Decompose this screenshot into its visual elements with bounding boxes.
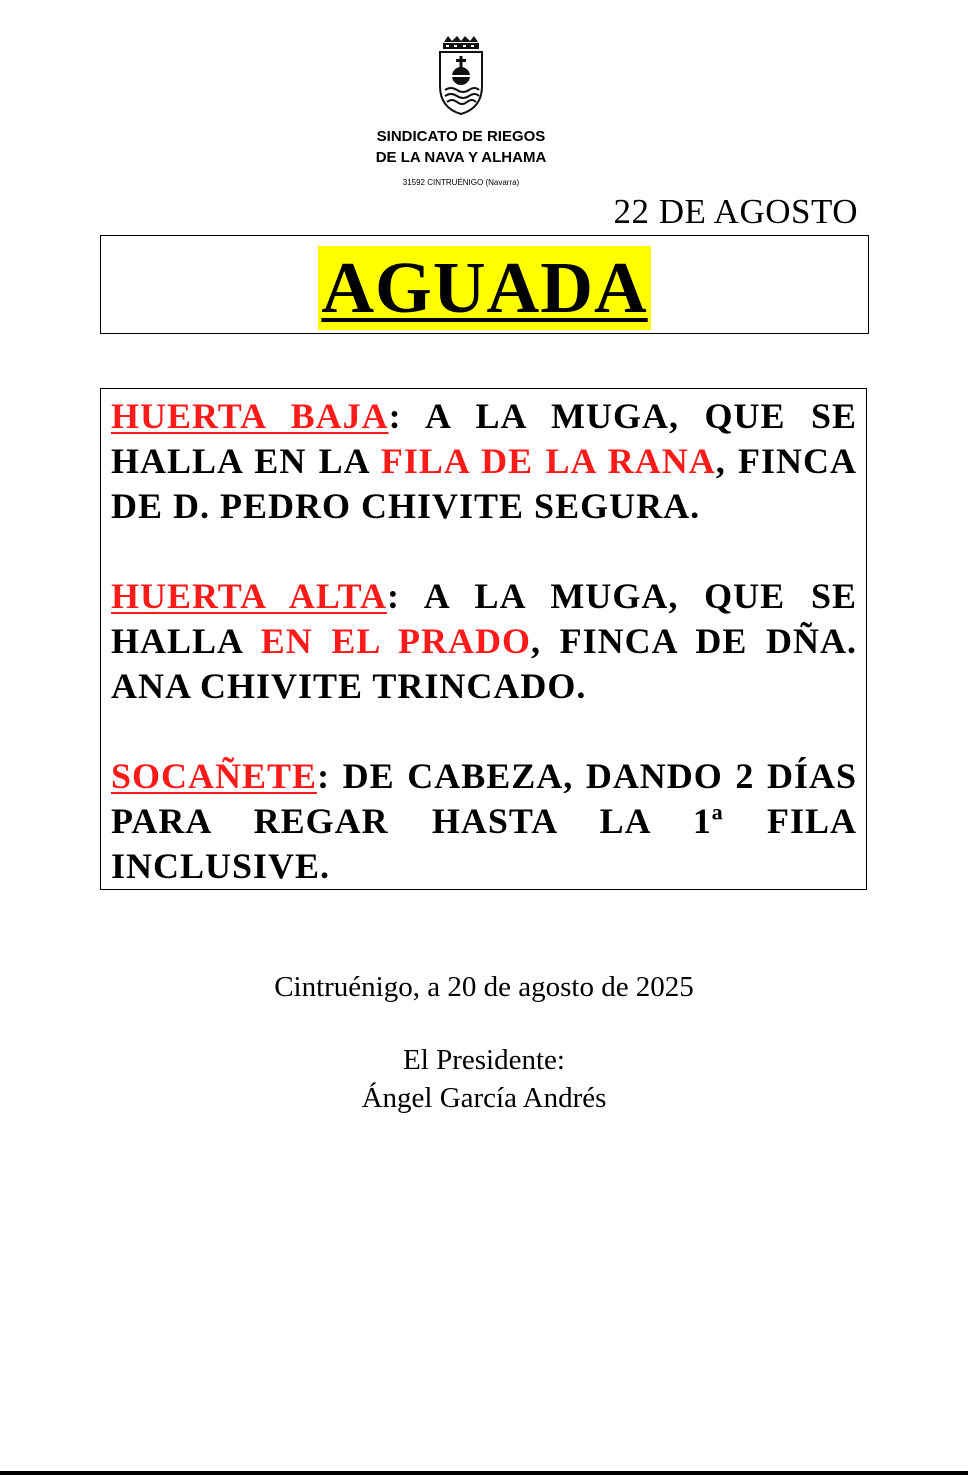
signature-block <box>0 1041 968 1117</box>
section-huerta-baja <box>111 394 857 529</box>
date-heading: 22 DE AGOSTO <box>613 192 858 231</box>
signer-role: El Presidente: <box>403 1044 565 1076</box>
section-socanete <box>111 754 857 889</box>
section-text: , FINCA DE D. PEDRO CHIVITE SEGURA. <box>111 441 857 526</box>
page-title: AGUADA <box>318 246 650 330</box>
page-bottom-edge <box>0 1471 968 1475</box>
zone-name: HUERTA BAJA <box>111 396 389 436</box>
zone-name: SOCAÑETE <box>111 756 318 796</box>
section-text: : A LA MUGA, QUE SE HALLA EN LA <box>111 396 857 481</box>
section-huerta-alta <box>111 574 857 709</box>
signer-name: Ángel García Andrés <box>361 1082 607 1114</box>
title-box <box>100 235 869 334</box>
section-text: : DE CABEZA, DANDO 2 DÍAS PARA REGAR HASTA LA 1ª FILA INCLUSIVE. <box>111 756 857 886</box>
organization-name <box>0 126 922 168</box>
section-text: , FINCA DE DÑA. ANA CHIVITE TRINCADO. <box>111 621 857 706</box>
org-name-line-2: DE LA NAVA Y ALHAMA <box>375 149 547 166</box>
org-name-line-1: SINDICATO DE RIEGOS <box>376 128 546 145</box>
place-and-date: Cintruénigo, a 20 de agosto de 2025 <box>274 971 694 1003</box>
coat-of-arms-logo <box>436 36 486 116</box>
location-highlight: EN EL PRADO <box>260 621 532 661</box>
location-highlight: FILA DE LA RANA <box>380 441 716 481</box>
irrigation-schedule-box <box>100 388 867 890</box>
zone-name: HUERTA ALTA <box>111 576 387 616</box>
organization-address: 31592 CINTRUÉNIGO (Navarra) <box>402 178 520 187</box>
section-text: : A LA MUGA, QUE SE HALLA <box>111 576 857 661</box>
